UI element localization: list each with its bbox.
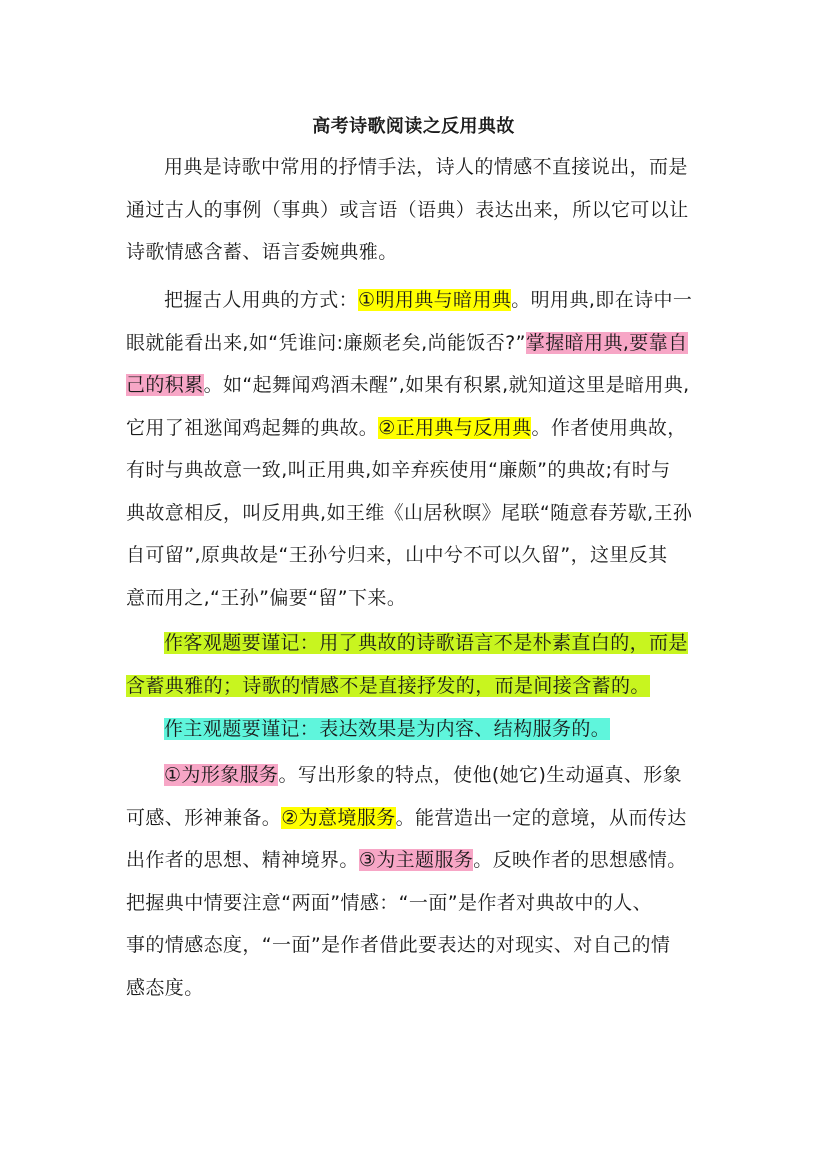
text-segment: 。明用典,即在诗中一 [511, 289, 693, 311]
text-segment: 。能营造出一定的意境，从而传达 [395, 807, 687, 829]
text-segment: 把握典中情要注意“两面”情感：“一面”是作者对典故中的人、 [126, 892, 652, 914]
text-segment: 。反映作者的思想感情。 [473, 849, 687, 871]
text-segment: 感态度。 [126, 977, 204, 999]
document-title: 高考诗歌阅读之反用典故 [312, 116, 515, 137]
highlighted-text: 作客观题要谨记：用了典故的诗歌语言不是朴素直白的，而是 [164, 632, 688, 654]
paragraph-intro-line [126, 197, 689, 223]
text-segment: 用典是诗歌中常用的抒情手法，诗人的情感不直接说出，而是 [164, 156, 688, 178]
highlighted-text: 含蓄典雅的；诗歌的情感不是直接抒发的，而是间接含蓄的。 [126, 675, 650, 697]
text-segment: 出作者的思想、精神境界。 [126, 849, 359, 871]
highlighted-text: ③为主题服务 [358, 849, 474, 871]
paragraph-effects-line [126, 890, 652, 916]
highlighted-text: 作主观题要谨记：表达效果是为内容、结构服务的。 [164, 718, 611, 740]
text-segment: 典故意相反，叫反用典,如王维《山居秋暝》尾联“随意春芳歇,王孙 [126, 502, 693, 524]
text-segment: 有时与典故意一致,叫正用典,如辛弃疾使用“廉颇”的典故;有时与 [126, 459, 671, 481]
paragraph-intro-line [126, 239, 398, 265]
paragraph-effects-line [164, 762, 682, 788]
paragraph-effects-line [126, 975, 204, 1001]
paragraph-objective-line [164, 630, 688, 656]
paragraph-intro-line [164, 154, 688, 180]
paragraph-methods-line [126, 585, 406, 611]
paragraph-effects-line [126, 847, 687, 873]
text-segment: 把握古人用典的方式： [164, 289, 359, 311]
paragraph-methods-line [126, 372, 690, 398]
paragraph-methods-line [126, 542, 668, 568]
text-segment: 自可留”,原典故是“王孙兮归来，山中兮不可以久留”，这里反其 [126, 544, 668, 566]
paragraph-objective-line [126, 673, 650, 699]
paragraph-methods-line [164, 287, 692, 313]
text-segment: 意而用之,“王孙”偏要“留”下来。 [126, 587, 407, 609]
paragraph-methods-line [126, 415, 687, 441]
highlighted-text: ②为意境服务 [281, 807, 396, 829]
highlighted-text: ①明用典与暗用典 [358, 289, 512, 311]
highlighted-text: ①为形象服务 [164, 764, 279, 786]
paragraph-methods-line [126, 457, 671, 483]
text-segment: 。写出形象的特点，使他(她它)生动逼真、形象 [278, 764, 683, 786]
text-segment: 眼就能看出来,如“凭谁问:廉颇老矣,尚能饭否?” [126, 332, 526, 354]
paragraph-effects-line [126, 805, 687, 831]
highlighted-text: ②正用典与反用典 [378, 417, 532, 439]
text-segment: 它用了祖逖闻鸡起舞的典故。 [126, 417, 379, 439]
paragraph-effects-line [126, 932, 670, 958]
text-segment: 。作者使用典故， [531, 417, 687, 439]
paragraph-subjective-line [164, 716, 610, 742]
text-segment: 事的情感态度，“一面”是作者借此要表达的对现实、对自己的情 [126, 934, 671, 956]
text-segment: 诗歌情感含蓄、语言委婉典雅。 [126, 241, 398, 263]
highlighted-text: 掌握暗用典,要靠自 [525, 332, 688, 354]
text-segment: 可感、形神兼备。 [126, 807, 282, 829]
paragraph-methods-line [126, 500, 692, 526]
highlighted-text: 己的积累 [126, 374, 204, 396]
paragraph-methods-line [126, 330, 688, 356]
text-segment: 。如“起舞闻鸡酒未醒”,如果有积累,就知道这里是暗用典, [203, 374, 690, 396]
text-segment: 通过古人的事例（事典）或言语（语典）表达出来，所以它可以让 [126, 199, 689, 221]
